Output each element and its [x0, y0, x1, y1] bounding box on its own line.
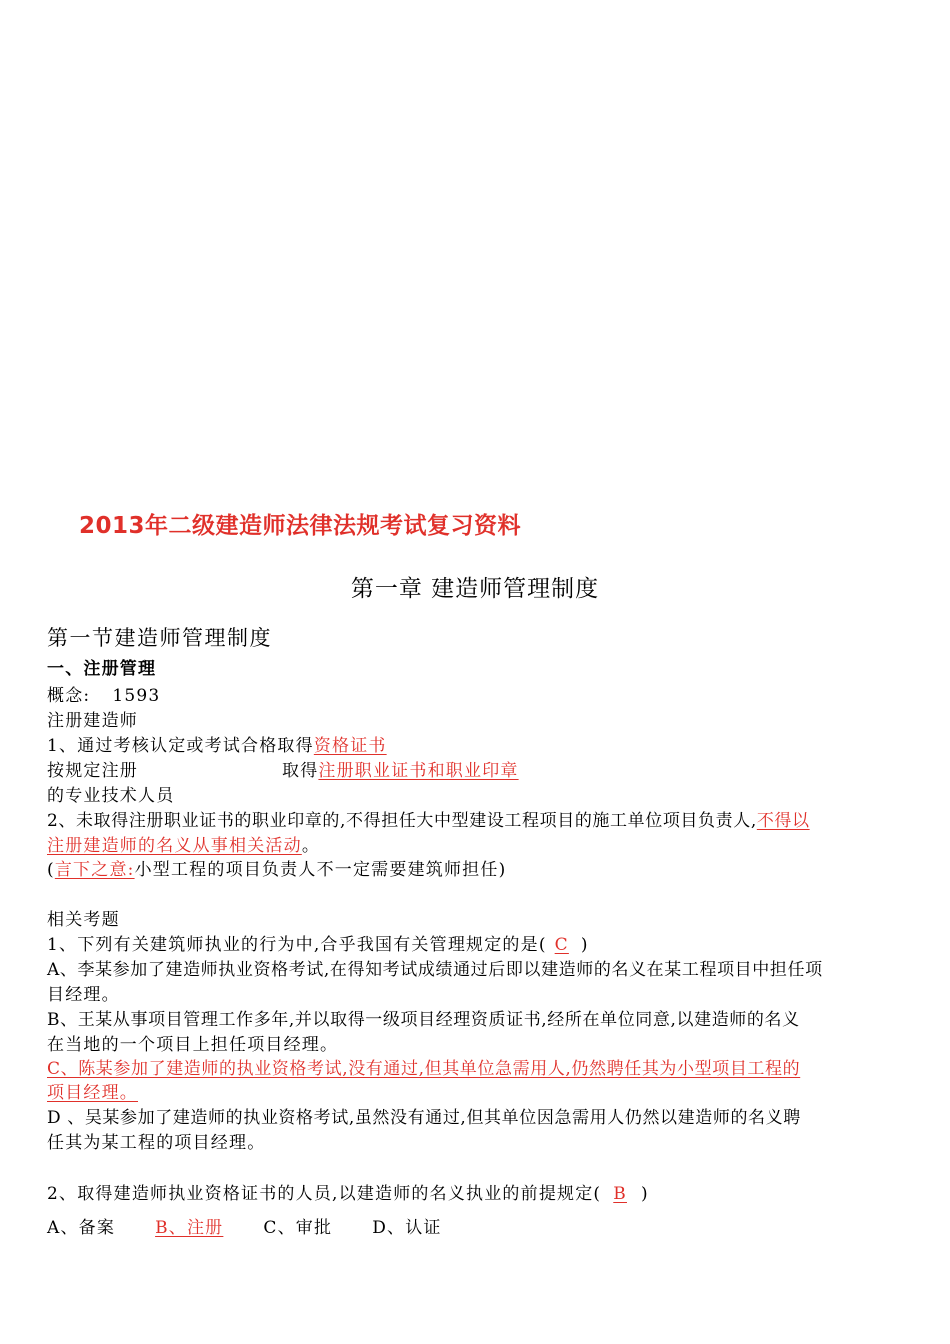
section-heading: 第一节建造师管理制度: [47, 626, 272, 650]
q1-stem-text: 1、下列有关建筑师执业的行为中,合乎我国有关管理规定的是(: [47, 935, 547, 955]
rule-2-red-b: 注册建造师的名义从事相关活动: [47, 836, 302, 856]
rule-2-red-a: 不得以: [756, 811, 810, 831]
q2-answer: B: [613, 1184, 627, 1204]
q2-option-d: D、认证: [372, 1218, 442, 1238]
qualification-cert: 资格证书: [313, 736, 387, 756]
q1-option-a-2: 目经理。: [47, 985, 120, 1005]
q1-option-d-1: D 、吴某参加了建造师的执业资格考试,虽然没有通过,但其单位因急需用人仍然以建造师的名义聘: [47, 1108, 801, 1128]
rule-2-line-1: [47, 811, 810, 831]
q1-option-d-2: 任其为某工程的项目经理。: [47, 1133, 266, 1153]
q2-option-a: A、备案: [47, 1218, 116, 1238]
definition-line-2-mid: 取得: [282, 761, 319, 781]
note-text: 小型工程的项目负责人不一定需要建筑师担任): [134, 860, 507, 880]
definition-line-3: 的专业技术人员: [47, 786, 175, 806]
q1-answer: C: [554, 935, 569, 955]
document-title: 2013年二级建造师法律法规考试复习资料: [79, 513, 522, 539]
q2-option-c: C、审批: [263, 1218, 333, 1238]
subsection-heading: 一、注册管理: [47, 659, 157, 679]
definition-line-1-text: 1、通过考核认定或考试合格取得: [47, 736, 314, 756]
q1-option-c-1: C、陈某参加了建造师的执业资格考试,没有通过,但其单位急需用人,仍然聘任其为小型项目工程的: [47, 1059, 801, 1079]
q1-option-b-2: 在当地的一个项目上担任项目经理。: [47, 1035, 339, 1055]
rule-2-text: 2、未取得注册职业证书的职业印章的,不得担任大中型建设工程项目的施工单位项目负责人,: [47, 811, 757, 831]
q1-stem: [47, 935, 589, 955]
q2-options: [47, 1218, 442, 1238]
q1-option-a-1: A、李某参加了建造师执业资格考试,在得知考试成绩通过后即以建造师的名义在某工程项目中担任项: [47, 960, 823, 980]
registration-seal: 注册职业证书和职业印章: [318, 761, 519, 781]
rule-2-line-2: [47, 836, 320, 856]
related-heading: 相关考题: [47, 910, 120, 930]
q2-stem-text: 2、取得建造师执业资格证书的人员,以建造师的名义执业的前提规定(: [47, 1184, 602, 1204]
q2-close: ): [640, 1184, 649, 1204]
note-red: 言下之意:: [54, 860, 135, 880]
q2-option-b: B、注册: [155, 1218, 224, 1238]
chapter-heading: 第一章 建造师管理制度: [350, 576, 600, 602]
definition-line-2-left: 按规定注册: [47, 761, 138, 781]
definition-line-2: [47, 761, 519, 781]
q1-close: ): [580, 935, 589, 955]
definition-term: 注册建造师: [47, 711, 138, 731]
concept-label: 概念:: [47, 686, 91, 706]
concept-line: [47, 686, 160, 706]
q2-stem: [47, 1184, 649, 1204]
q1-option-c-2: 项目经理。: [47, 1083, 138, 1103]
q1-option-b-1: B、王某从事项目管理工作多年,并以取得一级项目经理资质证书,经所在单位同意,以建造师的名义: [47, 1010, 800, 1030]
note-open: (: [47, 860, 55, 880]
concept-code: 1593: [112, 686, 161, 706]
definition-line-1: [47, 736, 387, 756]
note-line: [47, 860, 506, 880]
rule-2-end: 。: [301, 836, 321, 856]
